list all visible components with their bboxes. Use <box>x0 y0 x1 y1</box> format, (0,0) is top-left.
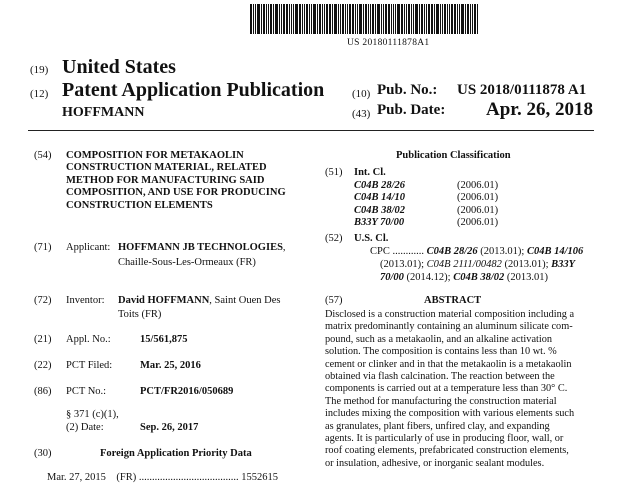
appl-code: (21) <box>34 334 52 345</box>
barcode-bar <box>345 4 346 34</box>
cpc-class: 70/00 <box>380 272 404 283</box>
inventor-surname: HOFFMANN <box>62 105 145 120</box>
title-line: COMPOSITION, AND USE FOR PRODUCING <box>66 187 286 199</box>
barcode-bar <box>313 4 316 34</box>
barcode-bar <box>295 4 298 34</box>
cpc-class: C04B 14/106 <box>526 246 584 257</box>
barcode-bar <box>408 4 410 34</box>
abstract-line: roof coating elements, prefabricated construction elements, <box>325 445 569 457</box>
intcl-row <box>354 217 544 229</box>
abstract-line: as granulates, plant fibers, unfired clay, and expanding <box>325 420 550 432</box>
inventor-rest: , Saint Ouen Des <box>209 295 281 306</box>
pct-filed-label: PCT Filed: <box>66 360 113 371</box>
inventor-city: Toits (FR) <box>118 309 162 320</box>
uscl-code: (52) <box>325 233 343 244</box>
barcode-bar <box>415 4 418 34</box>
barcode-bar <box>329 4 331 34</box>
barcode-bar <box>266 4 267 34</box>
barcode-bar <box>411 4 412 34</box>
barcode-bar <box>388 4 390 34</box>
barcode-bar <box>395 4 396 34</box>
priority-heading: Foreign Application Priority Data <box>100 448 252 459</box>
barcode-bar <box>465 4 466 34</box>
barcode-bar <box>397 4 400 34</box>
pct-number: PCT/FR2016/050689 <box>140 386 234 397</box>
cpc-class: C04B 2111/00482 <box>426 259 502 270</box>
barcode-bar <box>322 4 323 34</box>
barcode-number: US 20180111878A1 <box>347 38 430 48</box>
pub-date-label: Pub. Date: <box>377 102 446 118</box>
abstract-heading: ABSTRACT <box>424 295 482 306</box>
applicant-label: Applicant: <box>66 242 111 253</box>
barcode-bar <box>381 4 382 34</box>
barcode-bar <box>263 4 265 34</box>
priority-dots: ...................................... <box>138 472 239 483</box>
barcode-bar <box>338 4 339 34</box>
barcode-bar <box>424 4 425 34</box>
barcode-bar <box>273 4 274 34</box>
barcode-bar <box>302 4 303 34</box>
intcl-class: C04B 14/10 <box>354 192 406 204</box>
barcode-bar <box>461 4 464 34</box>
barcode-bar <box>440 4 441 34</box>
applicant-city: Chaille-Sous-Les-Ormeaux (FR) <box>118 257 256 268</box>
barcode-bar <box>406 4 407 34</box>
title-code: (54) <box>34 150 52 161</box>
intcl-class: C04B 28/26 <box>354 180 406 191</box>
barcode-bar <box>393 4 394 34</box>
barcode-bar <box>372 4 374 34</box>
pub-no: US 2018/0111878 A1 <box>457 82 587 98</box>
barcode-bar <box>291 4 292 34</box>
barcode-bar <box>324 4 325 34</box>
header-divider <box>28 130 594 131</box>
title-line: COMPOSITION FOR METAKAOLIN <box>66 150 244 161</box>
priority-entry <box>47 472 278 484</box>
intcl-label: Int. Cl. <box>354 167 386 178</box>
priority-date: Mar. 27, 2015 <box>47 472 106 483</box>
cpc-line-3 <box>380 272 548 284</box>
inventor <box>118 295 280 307</box>
barcode-bar <box>436 4 439 34</box>
barcode-bar <box>293 4 294 34</box>
barcode-bar <box>281 4 282 34</box>
barcode-bar <box>365 4 367 34</box>
cpc-version: (2013.01); <box>504 259 549 270</box>
intcl-class: B33Y 70/00 <box>354 217 405 229</box>
country: United States <box>62 56 176 78</box>
document-type: Patent Application Publication <box>62 79 325 101</box>
barcode-bar <box>472 4 473 34</box>
barcode-bar <box>363 4 364 34</box>
barcode-bar <box>270 4 272 34</box>
abstract-line: solution. The composition is contains less than 10 wt. % <box>325 346 557 358</box>
intcl-version: (2006.01) <box>457 192 499 204</box>
intcl-class: C04B 38/02 <box>354 204 406 216</box>
barcode-bar <box>275 4 278 34</box>
barcode-bar <box>375 4 376 34</box>
barcode-bar <box>257 4 260 34</box>
pct-filed-code: (22) <box>34 360 52 371</box>
applicant-code: (71) <box>34 242 52 253</box>
pct-filed-date: Mar. 25, 2016 <box>140 360 201 371</box>
barcode-bar <box>299 4 301 34</box>
barcode-bar <box>352 4 354 34</box>
pct-no-code: (86) <box>34 386 52 397</box>
barcode-bar <box>289 4 290 34</box>
intcl-version: (2006.01) <box>457 217 499 229</box>
intcl-row <box>354 180 544 192</box>
barcode-bar <box>332 4 333 34</box>
barcode-bar <box>261 4 262 34</box>
priority-number: 1552615 <box>241 472 279 483</box>
barcode-bar <box>474 4 476 34</box>
barcode-bar <box>477 4 478 34</box>
intcl-row <box>354 205 544 217</box>
applicant-comma: , <box>282 242 286 253</box>
abstract-line: cement or clinker and in that the metakaolin is a metakaolin <box>325 358 572 370</box>
barcode-bar <box>342 4 344 34</box>
barcode-bar <box>304 4 305 34</box>
code-12: (12) <box>30 88 49 100</box>
barcode-bar <box>317 4 318 34</box>
barcode-bar <box>383 4 384 34</box>
abstract-code: (57) <box>325 295 343 306</box>
barcode-bar <box>413 4 414 34</box>
intcl-version: (2006.01) <box>457 204 499 216</box>
code-10: (10) <box>352 88 371 100</box>
priority-code: (30) <box>34 448 52 459</box>
barcode-bar <box>306 4 308 34</box>
title-line: METHOD FOR MANUFACTURING SAID <box>66 174 265 186</box>
barcode-bar <box>401 4 403 34</box>
barcode-bar <box>347 4 348 34</box>
barcode-bar <box>419 4 420 34</box>
abstract-line: The method for manufacturing the construction material <box>325 395 557 407</box>
s371-date-label: (2) Date: <box>66 422 104 433</box>
s371-date: Sep. 26, 2017 <box>140 422 199 433</box>
pub-date: Apr. 26, 2018 <box>486 99 593 120</box>
barcode-bar <box>449 4 450 34</box>
applicant-name: HOFFMANN JB TECHNOLOGIES <box>118 242 283 253</box>
cpc-version: (2014.12); <box>406 272 451 283</box>
abstract-line: components is carried out at a temperature less than 30° C. <box>325 383 568 395</box>
barcode-bar <box>340 4 341 34</box>
abstract-line: matrix predominantly containing an aluminum silicate com- <box>325 321 573 333</box>
abstract-line: obtained via flash calcination. The reaction between the <box>325 371 555 383</box>
barcode-bar <box>250 4 252 34</box>
barcode-bar <box>368 4 369 34</box>
abstract-body <box>325 309 601 470</box>
barcode-bar <box>359 4 362 34</box>
cpc-line-2 <box>380 259 575 271</box>
barcode-bar <box>355 4 356 34</box>
barcode <box>250 4 482 34</box>
barcode-bar <box>457 4 458 34</box>
inventor-name: David HOFFMANN <box>118 295 210 306</box>
barcode-bar <box>349 4 351 34</box>
applicant <box>118 242 286 254</box>
appl-label: Appl. No.: <box>66 334 111 345</box>
barcode-bar <box>385 4 387 34</box>
barcode-bar <box>467 4 469 34</box>
abstract-line: includes mixing the composition with various elements such <box>325 408 575 420</box>
barcode-bar <box>357 4 358 34</box>
barcode-bar <box>428 4 430 34</box>
pct-no-label: PCT No.: <box>66 386 107 397</box>
cpc-class: B33Y <box>551 259 576 270</box>
barcode-bar <box>434 4 435 34</box>
title-line: CONSTRUCTION MATERIAL, RELATED <box>66 162 267 174</box>
intcl-row <box>354 192 544 204</box>
intcl-list <box>354 180 544 230</box>
invention-title <box>66 150 306 212</box>
cpc-class: C04B 38/02 <box>453 272 505 283</box>
barcode-bar <box>391 4 392 34</box>
barcode-bar <box>459 4 460 34</box>
barcode-bar <box>283 4 285 34</box>
appl-number: 15/561,875 <box>140 334 188 345</box>
barcode-bar <box>334 4 337 34</box>
barcode-bar <box>442 4 443 34</box>
barcode-bar <box>286 4 288 34</box>
title-line: CONSTRUCTION ELEMENTS <box>66 199 213 211</box>
code-19: (19) <box>30 64 49 76</box>
abstract-line: pound, such as a metakaolin, and an alkaline activation <box>325 333 553 345</box>
barcode-bar <box>370 4 371 34</box>
cpc-dots: ............ <box>392 246 424 257</box>
barcode-bar <box>279 4 280 34</box>
pub-no-label: Pub. No.: <box>377 82 438 98</box>
barcode-bar <box>451 4 453 34</box>
barcode-bar <box>421 4 423 34</box>
barcode-bar <box>426 4 427 34</box>
cpc-label: CPC <box>370 246 390 257</box>
barcode-bar <box>309 4 310 34</box>
intcl-version: (2006.01) <box>457 180 499 191</box>
inventor-code: (72) <box>34 295 52 306</box>
barcode-bar <box>404 4 405 34</box>
cpc-version: (2013.01); <box>380 259 425 270</box>
barcode-bar <box>255 4 256 34</box>
barcode-bar <box>447 4 448 34</box>
inventor-label: Inventor: <box>66 295 105 306</box>
barcode-bar <box>454 4 456 34</box>
barcode-bar <box>253 4 254 34</box>
barcode-bar <box>470 4 471 34</box>
cpc-class: C04B 28/26 <box>426 246 478 257</box>
barcode-bar <box>431 4 433 34</box>
priority-country: (FR) <box>116 472 137 483</box>
cpc-line-1 <box>370 246 583 258</box>
abstract-line: agents. It is particularly of use in producing floor, wall, or <box>325 433 564 445</box>
barcode-bar <box>326 4 328 34</box>
barcode-bar <box>319 4 321 34</box>
abstract-line: or insulation, adhesive, or inorganic sealant modules. <box>325 457 545 469</box>
barcode-bar <box>311 4 312 34</box>
abstract-line: Disclosed is a construction material composition including a <box>325 309 575 320</box>
cpc-version: (2013.01) <box>506 272 549 283</box>
barcode-bar <box>377 4 380 34</box>
barcode-bar <box>268 4 269 34</box>
s371-label: § 371 (c)(1), <box>66 409 119 420</box>
cpc-version: (2013.01); <box>480 246 525 257</box>
uscl-label: U.S. Cl. <box>354 233 389 244</box>
barcode-bar <box>444 4 446 34</box>
code-43: (43) <box>352 108 371 120</box>
classification-heading: Publication Classification <box>396 150 511 161</box>
intcl-code: (51) <box>325 167 343 178</box>
